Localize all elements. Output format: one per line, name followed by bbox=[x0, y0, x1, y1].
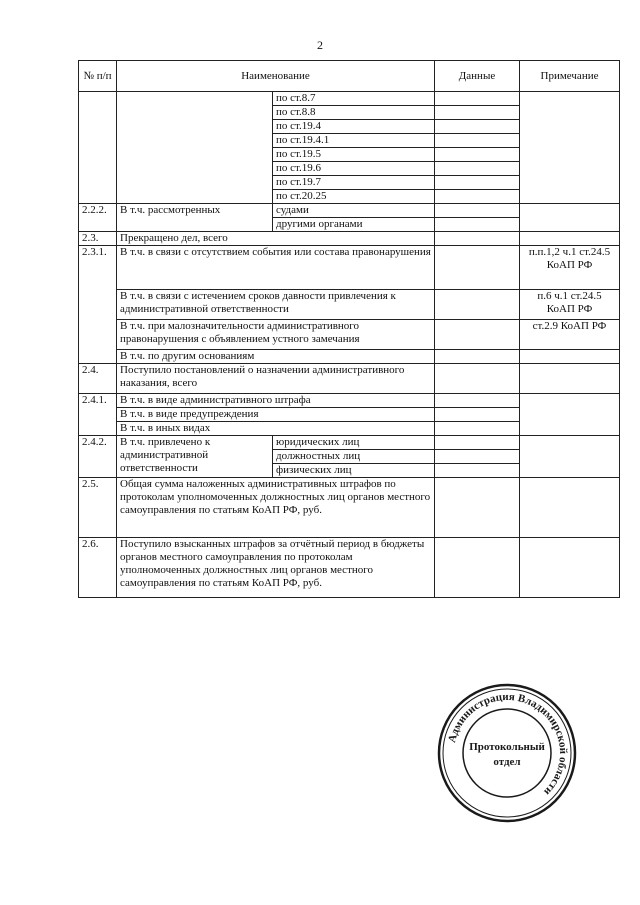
row-label: Поступило постановлений о назначении административного наказания, всего bbox=[117, 364, 435, 394]
row-label: Общая сумма наложенных административных штрафов по протоколам уполномоченных должностных лиц органов местного самоуправления по статьям КоАП РФ, руб. bbox=[117, 478, 435, 538]
data-cell bbox=[435, 450, 520, 464]
row-2-2-2 bbox=[79, 204, 620, 218]
page-number: 2 bbox=[317, 38, 323, 52]
note-cell bbox=[520, 478, 620, 538]
stamp-center-line2: отдел bbox=[493, 756, 521, 768]
row-number: 2.3.1. bbox=[79, 246, 117, 364]
row-2-3 bbox=[79, 232, 620, 246]
header-num: № п/п bbox=[79, 61, 117, 92]
row-label: В т.ч. в связи с отсутствием события или состава правонарушения bbox=[117, 246, 435, 290]
row-label: В т.ч. привлечено к административной ответственности bbox=[117, 436, 273, 478]
note-cell: ст.2.9 КоАП РФ bbox=[520, 320, 620, 350]
article-label: по ст.19.4 bbox=[273, 120, 435, 134]
row-2-3-1 bbox=[79, 246, 620, 290]
row-number: 2.4.2. bbox=[79, 436, 117, 478]
data-cell bbox=[435, 232, 520, 246]
sub-label: судами bbox=[273, 204, 435, 218]
note-cell bbox=[520, 436, 620, 478]
note-cell: п.п.1,2 ч.1 ст.24.5 КоАП РФ bbox=[520, 246, 620, 290]
note-cell bbox=[520, 364, 620, 394]
header-name: Наименование bbox=[117, 61, 435, 92]
note-cell: п.6 ч.1 ст.24.5 КоАП РФ bbox=[520, 290, 620, 320]
note-cell bbox=[520, 350, 620, 364]
article-label: по ст.19.4.1 bbox=[273, 134, 435, 148]
data-cell bbox=[435, 538, 520, 598]
stamp-center-line1: Протокольный bbox=[469, 741, 545, 753]
article-label: по ст.20.25 bbox=[273, 190, 435, 204]
data-cell bbox=[435, 478, 520, 538]
sub-label: юридических лиц bbox=[273, 436, 435, 450]
sub-label: физических лиц bbox=[273, 464, 435, 478]
data-cell bbox=[435, 120, 520, 134]
note-cell bbox=[520, 538, 620, 598]
row-number: 2.5. bbox=[79, 478, 117, 538]
row-2-3-1-c bbox=[79, 320, 620, 350]
data-cell bbox=[435, 106, 520, 120]
row-2-4 bbox=[79, 364, 620, 394]
data-cell bbox=[435, 162, 520, 176]
row-2-6 bbox=[79, 538, 620, 598]
row-label: В т.ч. при малозначительности административного правонарушения с объявлением устного замечания bbox=[117, 320, 435, 350]
data-cell bbox=[435, 134, 520, 148]
article-label: по ст.19.5 bbox=[273, 148, 435, 162]
row-2-4-2 bbox=[79, 436, 620, 450]
article-label: по ст.8.7 bbox=[273, 92, 435, 106]
official-stamp bbox=[436, 682, 578, 824]
row-2-4-1 bbox=[79, 394, 620, 408]
header-note: Примечание bbox=[520, 61, 620, 92]
row-label: В т.ч. в виде предупреждения bbox=[117, 408, 435, 422]
sub-label: должностных лиц bbox=[273, 450, 435, 464]
note-cell bbox=[520, 394, 620, 436]
data-cell bbox=[435, 464, 520, 478]
row-label: В т.ч. в виде административного штрафа bbox=[117, 394, 435, 408]
data-cell bbox=[435, 190, 520, 204]
header-data: Данные bbox=[435, 61, 520, 92]
data-cell bbox=[435, 290, 520, 320]
article-label: по ст.19.6 bbox=[273, 162, 435, 176]
data-cell bbox=[435, 148, 520, 162]
stamp-ring-text: Администрация Владимирской области bbox=[446, 690, 570, 798]
article-label: по ст.8.8 bbox=[273, 106, 435, 120]
note-cell bbox=[520, 232, 620, 246]
data-cell bbox=[435, 364, 520, 394]
data-cell bbox=[435, 204, 520, 218]
row-2-3-1-b bbox=[79, 290, 620, 320]
row-label: Поступило взысканных штрафов за отчётный период в бюджеты органов местного самоуправления по протоколам уполномоченных должностных лиц органов местного самоуправления по статьям КоАП РФ, руб. bbox=[117, 538, 435, 598]
data-cell bbox=[435, 394, 520, 408]
data-cell bbox=[435, 246, 520, 290]
data-cell bbox=[435, 350, 520, 364]
row-number: 2.6. bbox=[79, 538, 117, 598]
row-2-3-1-d bbox=[79, 350, 620, 364]
row-number: 2.4.1. bbox=[79, 394, 117, 436]
data-cell bbox=[435, 422, 520, 436]
row-label: Прекращено дел, всего bbox=[117, 232, 435, 246]
data-cell bbox=[435, 176, 520, 190]
data-cell bbox=[435, 218, 520, 232]
article-row bbox=[79, 92, 620, 106]
row-label: В т.ч. в иных видах bbox=[117, 422, 435, 436]
row-number: 2.3. bbox=[79, 232, 117, 246]
header-row bbox=[79, 61, 620, 92]
row-label: В т.ч. по другим основаниям bbox=[117, 350, 435, 364]
data-cell bbox=[435, 320, 520, 350]
row-label: В т.ч. рассмотренных bbox=[117, 204, 273, 232]
report-table bbox=[78, 60, 620, 598]
row-label: В т.ч. в связи с истечением сроков давности привлечения к административной ответственности bbox=[117, 290, 435, 320]
note-cell bbox=[520, 92, 620, 204]
row-2-5 bbox=[79, 478, 620, 538]
data-cell bbox=[435, 436, 520, 450]
sub-label: другими органами bbox=[273, 218, 435, 232]
data-cell bbox=[435, 92, 520, 106]
article-label: по ст.19.7 bbox=[273, 176, 435, 190]
row-number: 2.4. bbox=[79, 364, 117, 394]
row-number: 2.2.2. bbox=[79, 204, 117, 232]
note-cell bbox=[520, 204, 620, 232]
data-cell bbox=[435, 408, 520, 422]
